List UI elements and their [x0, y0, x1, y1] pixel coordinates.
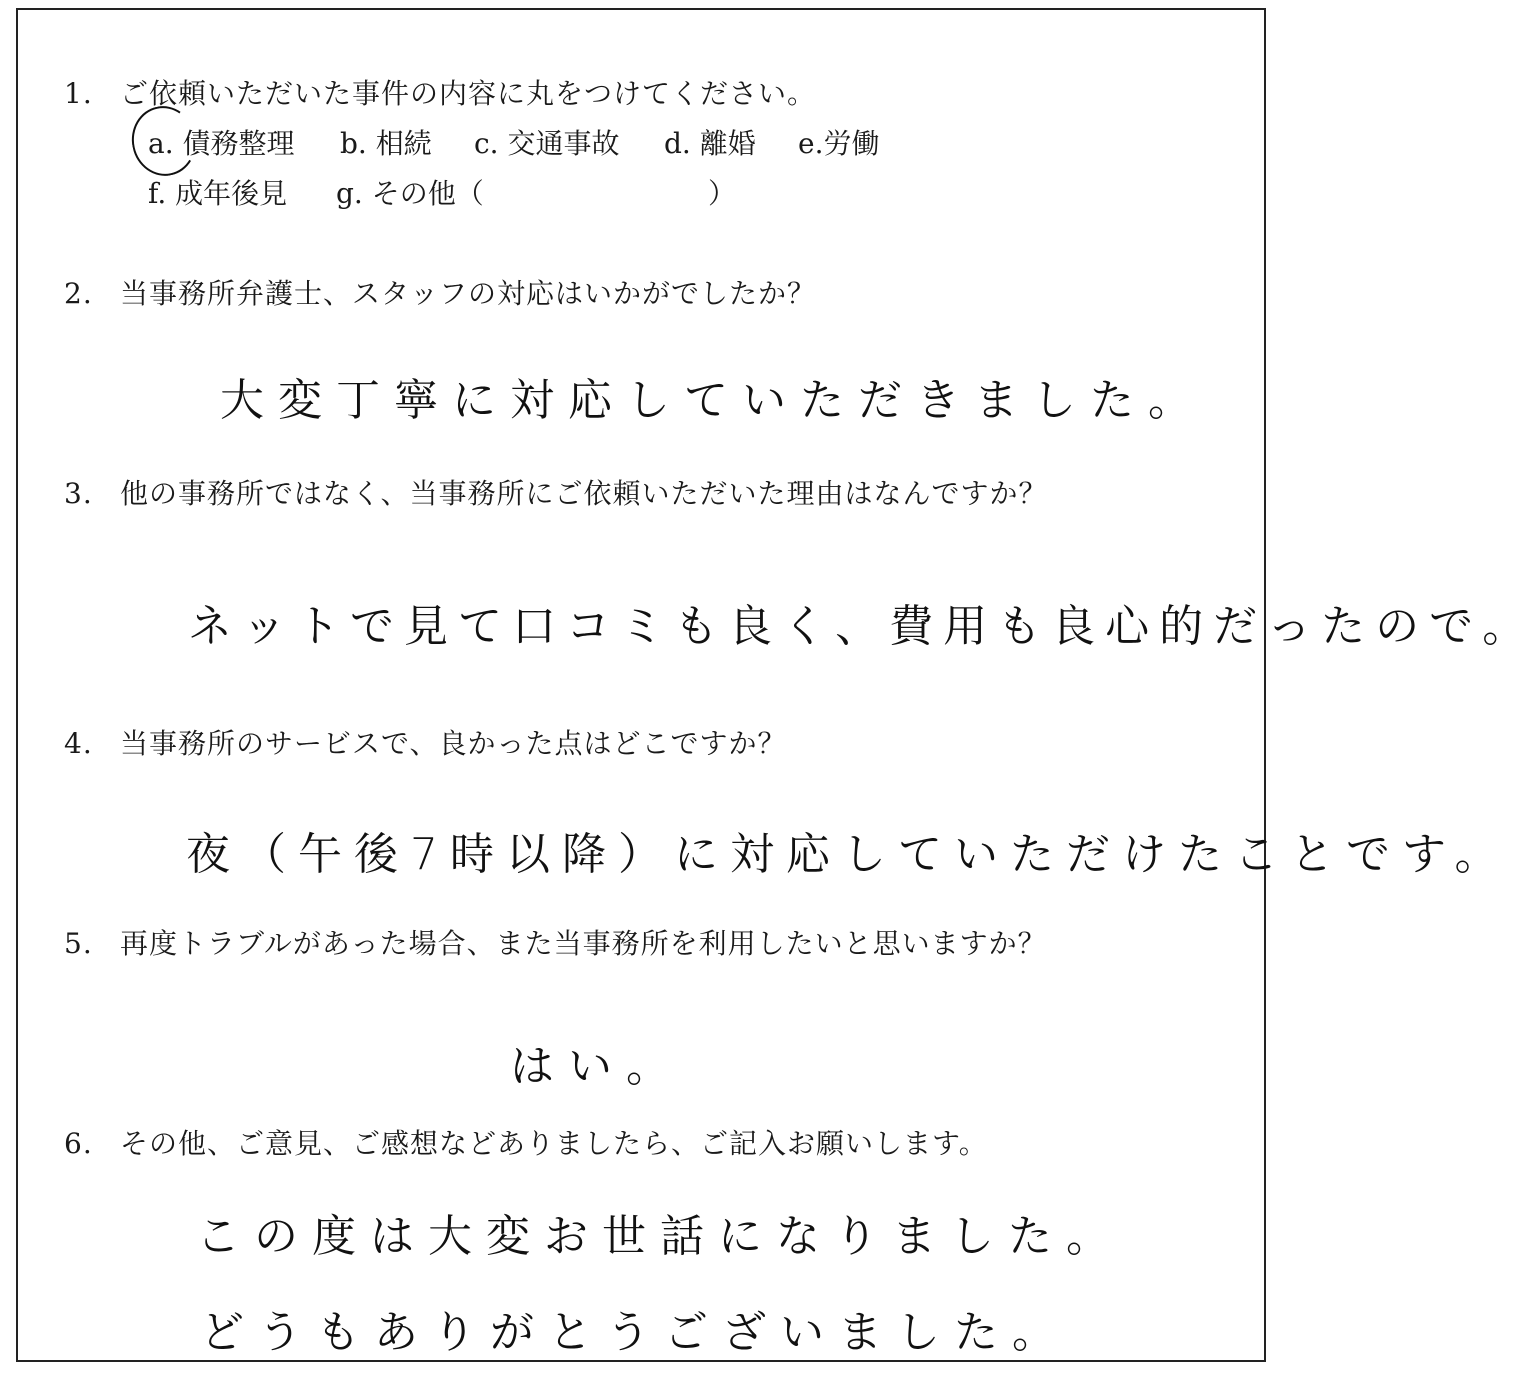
question-5 — [64, 922, 1047, 962]
answer-2: 大変丁寧に対応していただきました。 — [220, 375, 1206, 426]
answer-4: 夜（午後7時以降）に対応していただけたことです。 — [186, 829, 1511, 880]
question-number: 3. — [64, 477, 93, 510]
option-e: e.労働 — [798, 127, 880, 160]
option-c: c. 交通事故 — [474, 127, 620, 160]
question-number: 5. — [64, 927, 93, 960]
question-4 — [64, 722, 786, 762]
option-a: a. 債務整理 — [148, 127, 295, 160]
answer-6-line-1: この度は大変お世話になりました。 — [196, 1211, 1124, 1262]
question-number: 4. — [64, 727, 93, 760]
answer-6-line-2: どうもありがとうございました。 — [200, 1307, 1070, 1358]
option-f: f. 成年後見 — [148, 177, 288, 210]
question-text: 当事務所のサービスで、良かった点はどこですか？ — [120, 727, 787, 760]
question-text: ご依頼いただいた事件の内容に丸をつけてください。 — [120, 77, 817, 110]
question-1 — [64, 72, 816, 112]
question-text: 他の事務所ではなく、当事務所にご依頼いただいた理由はなんですか？ — [120, 477, 1048, 510]
answer-3: ネットで見て口コミも良く、費用も良心的だったので。 — [188, 601, 1536, 652]
question-number: 6. — [64, 1127, 93, 1160]
question-text: 当事務所弁護士、スタッフの対応はいかがでしたか？ — [120, 277, 817, 310]
question-6 — [64, 1122, 988, 1162]
question-2 — [64, 272, 816, 312]
answer-5: はい。 — [510, 1041, 684, 1092]
question-text: 再度トラブルがあった場合、また当事務所を利用したいと思いますか？ — [120, 927, 1047, 960]
question-text: その他、ご意見、ご感想などありましたら、ご記入お願いします。 — [120, 1127, 988, 1160]
option-d: d. 離婚 — [664, 127, 756, 160]
question-number: 2. — [64, 277, 93, 310]
option-b: b. 相続 — [340, 127, 432, 160]
question-3 — [64, 472, 1047, 512]
option-g: g. その他（ — [336, 177, 484, 210]
option-g-close: ） — [708, 177, 737, 210]
question-number: 1. — [64, 77, 93, 110]
